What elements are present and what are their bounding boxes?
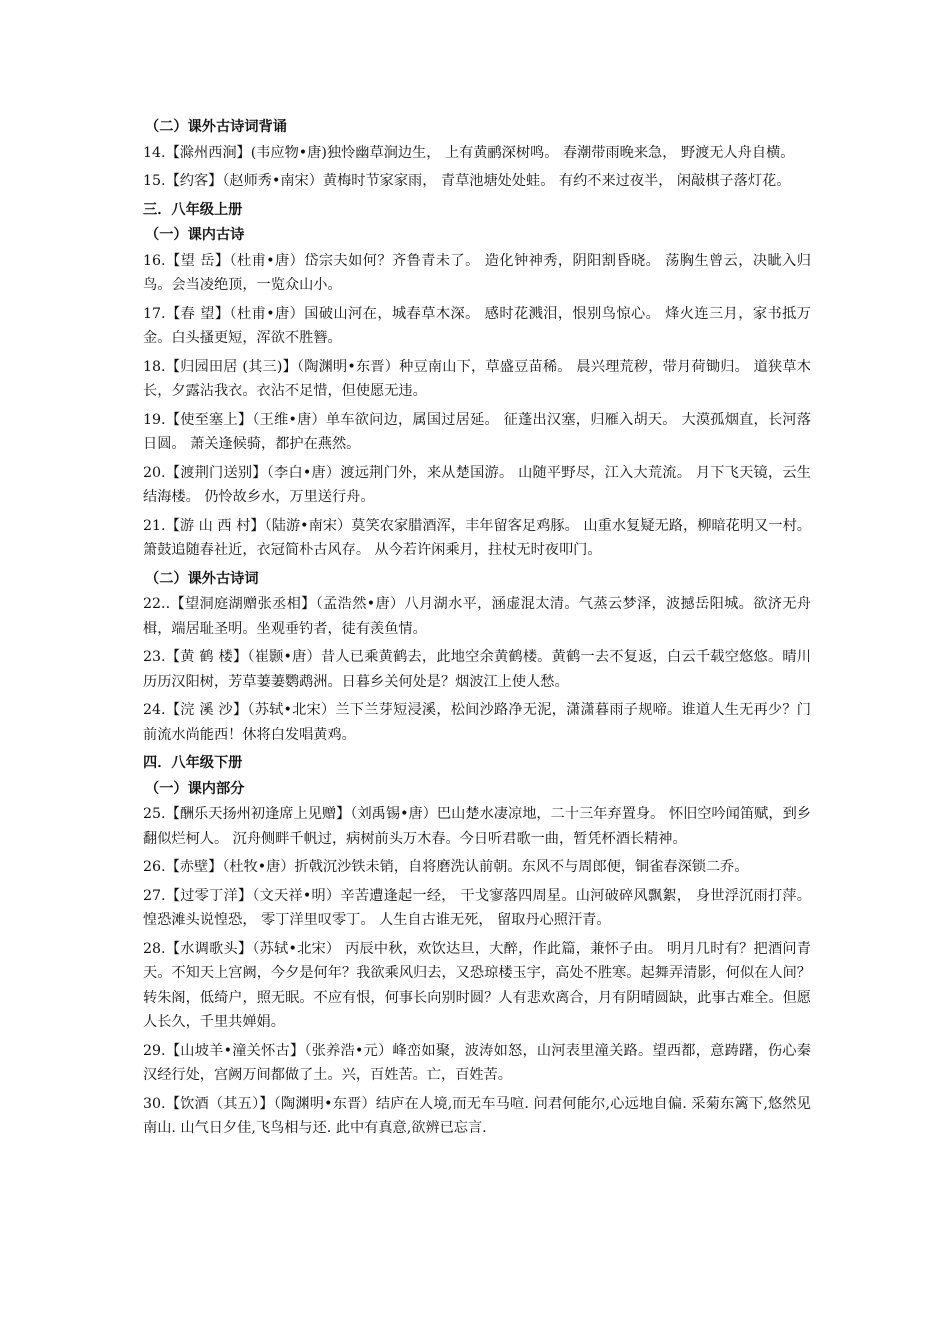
- poem-entry: 21.【游 山 西 村】（陆游•南宋）莫笑农家腊酒浑，丰年留客足鸡豚。 山重水复疑无路，柳暗花明又一村。 箫鼓追随春社近，衣冠简朴古风存。 从今若许闲乘月，拄杖无时夜叩门。: [143, 517, 811, 558]
- poem-entry: 27.【过零丁洋】（文天祥•明）辛苦遭逢起一经， 干戈寥落四周星。山河破碎风飘絮， 身世浮沉雨打萍。 惶恐滩头说惶恐， 零丁洋里叹零丁。 人生自古谁无死， 留取丹心照汗青。: [143, 887, 811, 928]
- poem-entry: 25.【酬乐天扬州初逢席上见赠】（刘禹锡•唐）巴山楚水凄凉地，二十三年弃置身。 怀旧空吟闻笛赋，到乡翻似烂柯人。 沉舟侧畔千帆过，病树前头万木春。今日听君歌一曲，暂凭杯酒长精神。: [143, 806, 811, 847]
- poem-entry: 24.【浣 溪 沙】（苏轼•北宋）兰下兰芽短浸溪，松间沙路净无泥，潇潇暮雨子规啼。谁道人生无再少？门前流水尚能西！休将白发唱黄鸡。: [143, 702, 811, 743]
- subsection-heading: （二）课外古诗词: [145, 570, 259, 587]
- subsection-heading: （一）课内古诗: [145, 227, 245, 243]
- poem-entry: 28.【水调歌头】（苏轼•北宋） 丙辰中秋，欢饮达旦，大醉，作此篇，兼怀子由。 明月几时有？把酒问青天。不知天上宫阙，今夕是何年？我欲乘风归去，又恐琼楼玉宇，高处不胜寒。起舞弄清影，何似在人间？ 转朱阁，低绮户，照无眠。不应有恨，何事长向别时圆？人有悲欢离合，月有阴晴圆缺，此事古难全。但愿人长久，千里共婵娟。: [143, 940, 811, 1030]
- section-heading: 四．八年级下册: [143, 755, 243, 771]
- poem-entry: 17.【春 望】（杜甫•唐）国破山河在，城春草木深。 感时花溅泪，恨别鸟惊心。 烽火连三月，家书抵万金。白头搔更短，浑欲不胜簪。: [143, 305, 811, 346]
- section-heading: 三．八年级上册: [143, 201, 243, 218]
- poem-entry: 26.【赤壁】（杜牧•唐）折戟沉沙铁未销，自将磨洗认前朝。东风不与周郎便，铜雀春深锁二乔。: [143, 859, 749, 875]
- subsection-heading: （二）课外古诗词背诵: [145, 119, 287, 135]
- poem-entry: 16.【望 岳】（杜甫•唐）岱宗夫如何？齐鲁青未了。 造化钟神秀，阴阳割昏晓。 荡胸生曾云，决眦入归鸟。会当凌绝顶，一览众山小。: [143, 252, 811, 293]
- poem-entry: 15.【约客】（赵师秀•南宋）黄梅时节家家雨， 青草池塘处处蛙。 有约不来过夜半， 闲敲棋子落灯花。: [143, 173, 791, 189]
- poem-entry: 19.【使至塞上】（王维•唐）单车欲问边，属国过居延。 征蓬出汉塞，归雁入胡天。 大漠孤烟直，长河落日圆。 萧关逢候骑，都护在燕然。: [143, 411, 811, 452]
- poem-entry: 23.【黄 鹤 楼】（崔颢•唐）昔人已乘黄鹤去，此地空余黄鹤楼。黄鹤一去不复返，白云千载空悠悠。晴川历历汉阳树，芳草萋萋鹦鹉洲。日暮乡关何处是？烟波江上使人愁。: [143, 649, 811, 690]
- poem-entry: 18.【归园田居 (其三)】（陶渊明•东晋）种豆南山下，草盛豆苗稀。 晨兴理荒秽，带月荷锄归。 道狭草木长，夕露沾我衣。衣沾不足惜，但使愿无违。: [143, 358, 811, 399]
- document-body: [143, 114, 811, 1145]
- poem-entry: 30.【饮酒（其五）】（陶渊明•东晋）结庐在人境,而无车马喧. 问君何能尔,心远地自偏. 采菊东篱下,悠然见南山. 山气日夕佳,飞鸟相与还. 此中有真意,欲辨已忘言.: [143, 1095, 811, 1136]
- poem-entry: 29.【山坡羊•潼关怀古】（张养浩•元）峰峦如聚，波涛如怒，山河表里潼关路。望西都，意踌躇，伤心秦汉经行处，宫阙万间都做了土。兴，百姓苦。亡，百姓苦。: [143, 1042, 811, 1083]
- subsection-heading: （一）课内部分: [145, 780, 245, 797]
- poem-entry: 22..【望洞庭湖赠张丞相】（孟浩然•唐）八月湖水平，涵虚混太清。气蒸云梦泽，波撼岳阳城。欲济无舟楫，端居耻圣明。坐观垂钓者，徒有羡鱼情。: [143, 596, 811, 637]
- poem-entry: 20.【渡荆门送别】（李白•唐）渡远荆门外，来从楚国游。 山随平野尽，江入大荒流。 月下飞天镜，云生结海楼。 仍怜故乡水，万里送行舟。: [143, 464, 811, 505]
- poem-entry: 14.【滁州西涧】(韦应物•唐)独怜幽草涧边生， 上有黄鹂深树鸣。 春潮带雨晚来急， 野渡无人舟自横。: [143, 144, 795, 161]
